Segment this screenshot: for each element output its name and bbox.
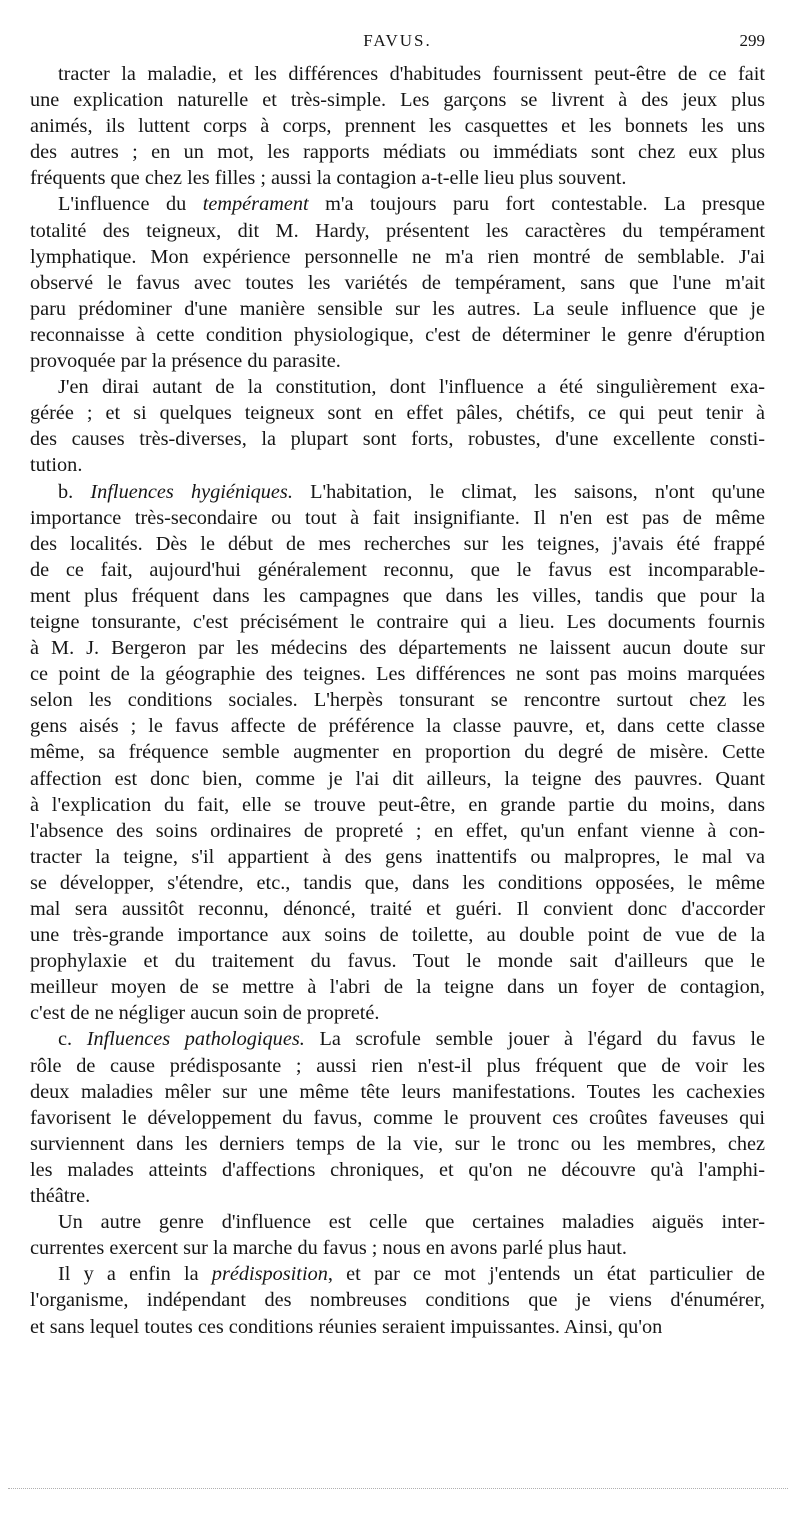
emphasis: prédisposition: [211, 1263, 328, 1286]
text-line: animés, ils luttent corps à corps, prennent les casquettes et les bonnets les uns: [30, 115, 765, 138]
emphasis: Influences pathologiques.: [86, 1028, 305, 1051]
text-line: selon les conditions sociales. L'herpès tonsurant se rencontre surtout chez les: [30, 689, 765, 712]
text-line: currentes exercent sur la marche du favus ; nous en avons parlé plus haut.: [30, 1237, 627, 1260]
paragraph: [30, 191, 765, 374]
text-line: des localités. Dès le début de mes recherches sur les teignes, j'avais été frappé: [30, 532, 765, 555]
emphasis: tempérament: [202, 193, 309, 216]
text-line: fréquents que chez les filles ; aussi la contagion a-t-elle lieu plus souvent.: [30, 167, 627, 190]
running-head: [30, 28, 765, 56]
running-title: FAVUS.: [363, 31, 432, 50]
text-line: l'absence des soins ordinaires de propreté ; en effet, qu'un enfant vienne à con-: [30, 819, 765, 842]
paragraph: [30, 374, 765, 478]
text-line: tracter la teigne, s'il appartient à des gens inattentifs ou malpropres, le mal va: [30, 845, 765, 868]
text-line: Un autre genre d'influence est celle que certaines maladies aiguës inter-: [58, 1211, 765, 1234]
text-line: des autres ; en un mot, les rapports médiats ou immédiats sont chez eux plus: [30, 141, 765, 164]
text-line: se développer, s'étendre, etc., tandis que, dans les conditions opposées, le même: [30, 871, 765, 894]
text-line: affection est donc bien, comme je l'ai dit ailleurs, la teigne des pauvres. Quant: [30, 767, 765, 790]
text-line: l'organisme, indépendant des nombreuses conditions que je viens d'énumérer,: [30, 1289, 765, 1312]
text-line: totalité des teigneux, dit M. Hardy, présentent les caractères du tempérament: [30, 219, 765, 242]
text-line: favorisent le développement du favus, comme le prouvent ces croûtes faveuses qui: [30, 1106, 765, 1129]
text-line: lymphatique. Mon expérience personnelle ne m'a rien montré de semblable. J'ai: [30, 245, 765, 268]
text-line: c. Influences pathologiques. La scrofule semble jouer à l'égard du favus le: [58, 1028, 765, 1051]
text-line: même, sa fréquence semble augmenter en proportion du degré de misère. Cette: [30, 741, 765, 764]
text-line: importance très-secondaire ou tout à fait insignifiante. Il n'en est pas de même: [30, 506, 765, 529]
text-line: des causes très-diverses, la plupart sont forts, robustes, d'une excellente consti-: [30, 428, 765, 451]
text-line: gens aisés ; le favus affecte de préférence la classe pauvre, et, dans cette classe: [30, 715, 765, 738]
text-line: ment plus fréquent dans les campagnes que dans les villes, tandis que pour la: [30, 584, 765, 607]
text-line: et sans lequel toutes ces conditions réunies seraient impuissantes. Ainsi, qu'on: [30, 1315, 663, 1338]
text-line: une explication naturelle et très-simple. Les garçons se livrent à des jeux plus: [30, 89, 765, 112]
text-line: à l'explication du fait, elle se trouve peut-être, en grande partie du moins, dans: [30, 793, 765, 816]
document-page: [30, 28, 765, 1340]
text-line: prophylaxie et du traitement du favus. Tout le monde sait d'ailleurs que le: [30, 950, 765, 973]
page-number: 299: [739, 31, 765, 50]
text-line: meilleur moyen de se mettre à l'abri de la teigne dans un foyer de contagion,: [30, 976, 765, 999]
text-line: deux maladies mêler sur une même tête leurs manifestations. Toutes les cachexies: [30, 1080, 765, 1103]
text-line: ce point de la géographie des teignes. Les différences ne sont pas moins marquées: [30, 663, 765, 686]
body-text: [30, 61, 765, 1340]
text-line: L'influence du tempérament m'a toujours paru fort contestable. La presque: [58, 193, 765, 216]
text-line: surviennent dans les derniers temps de la vie, sur le tronc ou les membres, chez: [30, 1132, 765, 1155]
page-bottom-specks: [8, 1488, 788, 1499]
text-line: théâtre.: [30, 1185, 91, 1208]
text-line: reconnaisse à cette condition physiologique, c'est de déterminer le genre d'éruption: [30, 323, 765, 346]
text-line: rôle de cause prédisposante ; aussi rien n'est-il plus fréquent que de voir les: [30, 1054, 765, 1077]
paragraph: [30, 1261, 765, 1339]
text-line: c'est de ne négliger aucun soin de propreté.: [30, 1002, 380, 1025]
text-line: mal sera aussitôt reconnu, dénoncé, traité et guéri. Il convient donc d'accorder: [30, 898, 765, 920]
text-line: une très-grande importance aux soins de toilette, au double point de vue de la: [30, 924, 765, 947]
text-line: à M. J. Bergeron par les médecins des départements ne laissent aucun doute sur: [30, 637, 765, 660]
text-line: Il y a enfin la prédisposition, et par ce mot j'entends un état particulier de: [58, 1263, 765, 1286]
paragraph: [30, 1026, 765, 1209]
text-line: teigne tonsurante, c'est précisément le contraire qui a lieu. Les documents fournis: [30, 610, 765, 633]
text-line: de ce fait, aujourd'hui généralement reconnu, que le favus est incomparable-: [30, 558, 765, 581]
text-line: J'en dirai autant de la constitution, dont l'influence a été singulièrement exa-: [58, 376, 765, 399]
text-line: b. Influences hygiéniques. L'habitation, le climat, les saisons, n'ont qu'une: [58, 480, 765, 503]
text-line: les malades atteints d'affections chroniques, et qu'on ne découvre qu'à l'amphi-: [30, 1158, 765, 1181]
text-line: provoquée par la présence du parasite.: [30, 350, 341, 373]
text-line: tracter la maladie, et les différences d'habitudes fournissent peut-être de ce fait: [58, 63, 765, 85]
text-line: observé le favus avec toutes les variétés de tempérament, sans que l'une m'ait: [30, 271, 765, 294]
paragraph: [30, 479, 765, 1027]
paragraph: [30, 1209, 765, 1261]
text-line: gérée ; et si quelques teigneux sont en effet pâles, chétifs, ce qui peut tenir à: [30, 402, 765, 425]
text-line: tution.: [30, 454, 83, 477]
emphasis: Influences hygiéniques.: [90, 480, 293, 503]
text-line: paru prédominer d'une manière sensible sur les autres. La seule influence que je: [30, 297, 765, 320]
paragraph: [30, 61, 765, 191]
